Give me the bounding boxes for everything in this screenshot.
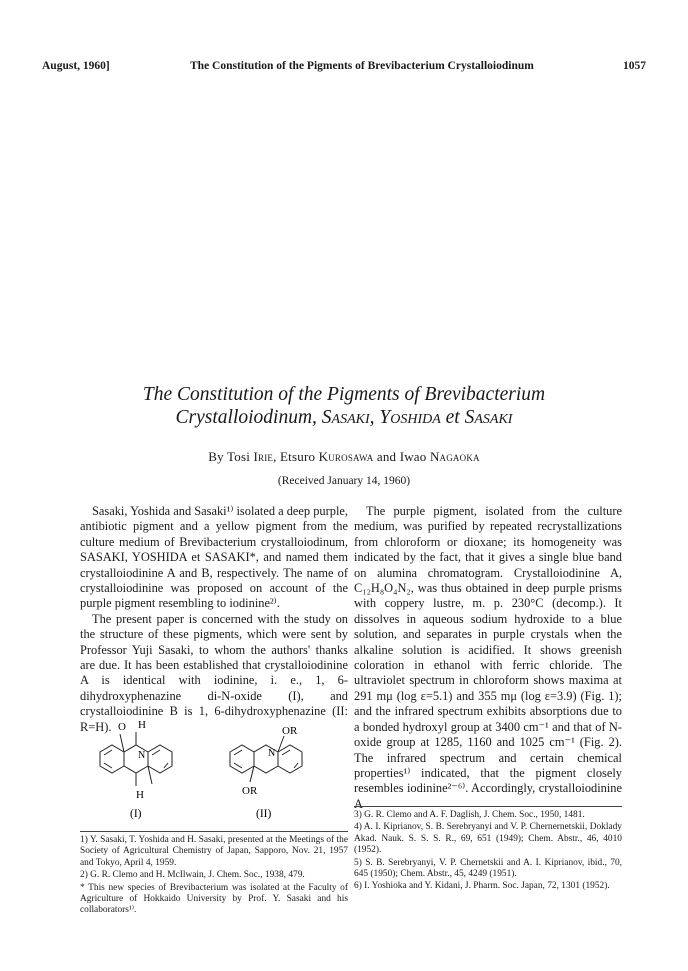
structure-figure (80, 700, 348, 820)
footnote-2: 2) G. R. Clemo and H. McIlwain, J. Chem. Soc., 1938, 479. (80, 870, 305, 881)
title-et: et (440, 407, 465, 428)
byline-prefix: By Tosi (208, 449, 254, 464)
title-line-2 (176, 407, 513, 428)
left-footnotes (80, 831, 348, 918)
running-header (42, 60, 646, 76)
right-footnotes (354, 806, 622, 894)
right-column (354, 504, 622, 812)
title-species: Crystalloiodinum, (175, 407, 322, 428)
article-title (42, 383, 646, 429)
title-author-sasaki-2: Sasaki (464, 407, 513, 428)
left-paragraph-2: The present paper is concerned with the study on the structure of these pigments, which were sent by Professor Yuji Sasaki, to whom the authors' thanks are due. It has been established that crystalloiodinine A is identical with iodinine, i. e., 1, 6-dihydroxyphenazine di-N-oxide (I), and crystalloiodinine B is 1, 6-dihydroxyphenazine (II: R=H). (80, 611, 348, 734)
byline-mid-2: and Iwao (373, 449, 430, 464)
title-author-yoshida: Yoshida (379, 407, 441, 428)
footnote-1: 1) Y. Sasaki, T. Yoshida and H. Sasaki, presented at the Meetings of the Society of Agricultural Chemistry of Japan, Sapporo, Nov. 21, 1957 and Tokyo, April 4, 1959. (80, 835, 348, 868)
header-running-title: The Constitution of the Pigments of Brevibacterium Crystalloiodinum (190, 60, 534, 72)
structure-ii-atom-or-bottom: OR (242, 785, 258, 797)
footnote-asterisk: * This new species of Brevibacterium was isolated at the Faculty of Agriculture of Hokkaido University by Prof. Y. Sasaki and his collaborators¹⁾. (80, 882, 348, 916)
structure-i (100, 732, 172, 786)
footnote-6: 6) I. Yoshioka and Y. Kidani, J. Pharm. Soc. Japan, 72, 1301 (1952). (354, 881, 610, 892)
received-date: (Received January 14, 1960) (277, 475, 411, 487)
structure-i-atom-n: N (138, 750, 146, 761)
structure-i-atom-h-top: H (138, 719, 146, 731)
structure-i-label: (I) (130, 808, 142, 820)
author-byline (42, 449, 646, 465)
author-irie: Irie (253, 449, 274, 464)
page-number: 1057 (623, 60, 646, 72)
title-line-1: The Constitution of the Pigments of Brevibacterium (142, 384, 546, 405)
title-sep: , (369, 407, 380, 428)
byline-mid-1: , Etsuro (273, 449, 319, 464)
author-kurosawa: Kurosawa (318, 449, 374, 464)
header-date: August, 1960] (42, 60, 110, 72)
title-author-sasaki: Sasaki (321, 407, 370, 428)
right-paragraph-1: The purple pigment, isolated from the culture medium, was purified by repeated recrystallizations from chloroform or dioxane; its homogeneity was indicated by the fact, that it gives a single blue band on alumina chromatogram. Crystalloiodinine A, C₁₂H₈O₄N₂, was thus obtained in deep purple prisms with coppery lustre, m. p. 230°C (decomp.). It dissolves in aqueous sodium hydroxide to a blue solution, and separates in purple crystals when the alkaline solution is acidified. It shows greenish coloration in ethanol with ferric chloride. The ultraviolet spectrum in chloroform shows maxima at 291 mμ (log ε=5.1) and 355 mμ (log ε=3.9) (Fig. 1); and the infrared spectrum exhibits absorptions due to a bonded hydroxyl group at 3400 cm⁻¹ and that of N-oxide group at 1285, 1160 and 1025 cm⁻¹ (Fig. 2). The infrared spectrum and certain chemical properties¹⁾ indicated, that the pigment closely resembles iodinine²⁻⁶⁾. Accordingly, crystalloiodinine A (354, 504, 622, 811)
structure-ii-atom-or-top: OR (282, 725, 298, 737)
structure-i-atom-o: O (118, 721, 126, 733)
footnote-3: 3) G. R. Clemo and A. F. Daglish, J. Chem. Soc., 1950, 1481. (354, 810, 585, 820)
structure-ii-atom-n: N (268, 748, 276, 759)
title-block (42, 383, 646, 487)
footnote-5: 5) S. B. Serebryanyi, V. P. Chernetskii and A. I. Kiprianov, ibid., 70, 645 (1950); Chem. Abstr., 45, 4249 (1951). (354, 857, 622, 880)
author-nagaoka: Nagaoka (429, 449, 480, 464)
structure-ii-label: (II) (256, 808, 272, 820)
structure-i-atom-h-bottom: H (136, 789, 144, 801)
chemical-structures (80, 700, 348, 820)
footnote-4: 4) A. I. Kiprianov, S. B. Serebryanyi and V. P. Chernernetskii, Doklady Akad. Nauk. S. S. S. R., 69, 651 (1949); Chem. Abstr., 46, 4010 (1952). (354, 822, 622, 856)
structure-ii (230, 736, 302, 782)
left-paragraph-1: Sasaki, Yoshida and Sasaki¹⁾ isolated a deep purple, antibiotic pigment and a yellow pigment from the culture medium of Brevibacterium crystalloiodinum, SASAKI, YOSHIDA et SASAKI*, and named them crystalloiodinine A and B, respectively. The name of crystalloiodinine was proposed on account of the purple pigment resembling to iodinine²⁾. (80, 504, 348, 611)
